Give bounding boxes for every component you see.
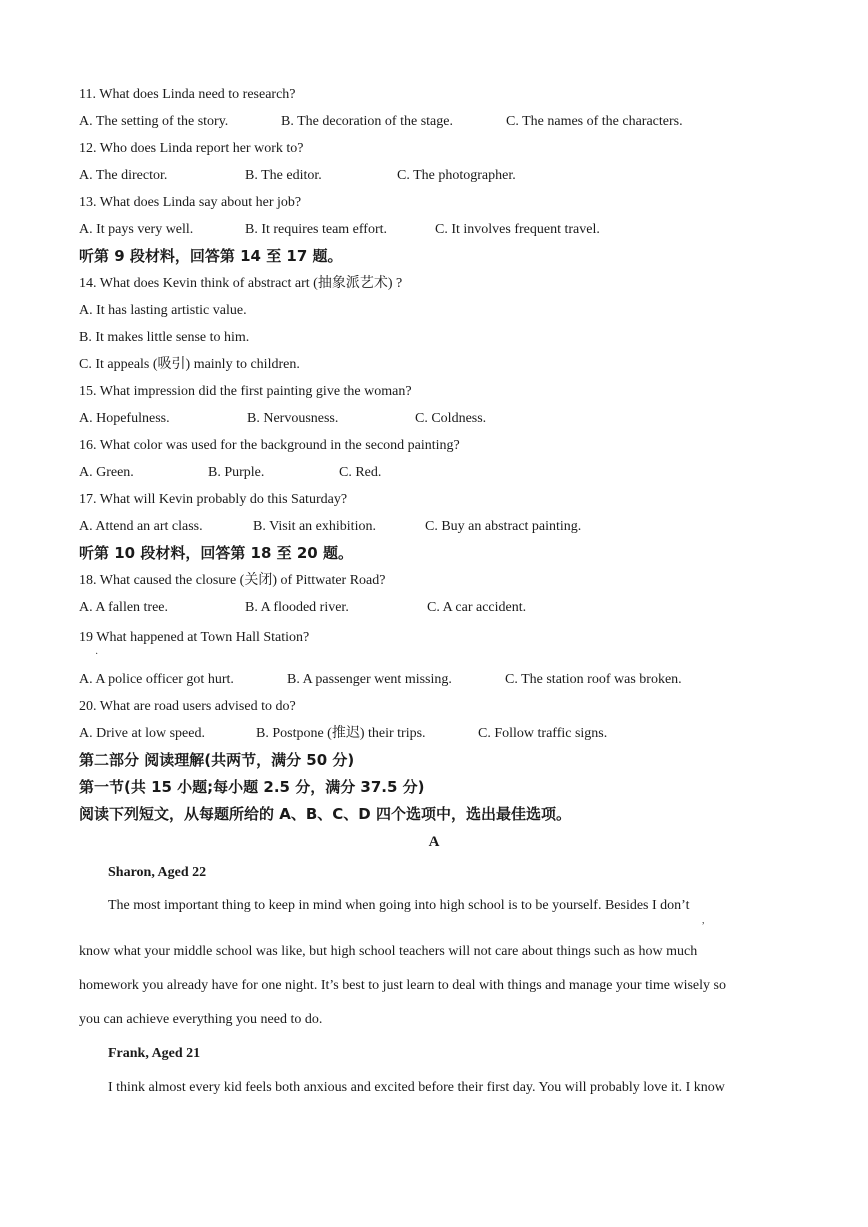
question-13: 13. What does Linda say about her job? [79,195,302,210]
question-15: 15. What impression did the first painting give the woman? [79,384,412,399]
sharon-line-3: homework you already have for one night. It’s best to just learn to deal with things and manage your time wisely so [79,978,726,993]
frank-line-1: I think almost every kid feels both anxious and excited before their first day. You will probably love it. I know [108,1080,725,1095]
q12-option-c: C. The photographer. [397,168,516,183]
q16-option-c: C. Red. [339,465,382,480]
question-16: 16. What color was used for the background in the second painting? [79,438,460,453]
section-1-heading: 第一节(共 15 小题;每小题 2.5 分，满分 37.5 分) [79,778,425,796]
part-2-heading: 第二部分 阅读理解(共两节，满分 50 分) [79,751,355,769]
q19-option-c: C. The station roof was broken. [505,672,682,687]
question-11: 11. What does Linda need to research? [79,87,296,102]
stray-mark: , [702,915,705,926]
sharon-line-1: The most important thing to keep in mind when going into high school is to be yourself. Besides I don’t [108,898,690,913]
question-19: 19 What happened at Town Hall Station? [79,630,310,645]
question-20: 20. What are road users advised to do? [79,699,296,714]
q18-option-b: B. A flooded river. [245,600,349,615]
sharon-line-2: know what your middle school was like, but high school teachers will not care about things such as how much [79,944,698,959]
author-frank: Frank, Aged 21 [108,1046,201,1061]
section-9-heading: 听第 9 段材料，回答第 14 至 17 题。 [79,247,343,265]
q12-option-a: A. The director. [79,168,168,183]
question-12: 12. Who does Linda report her work to? [79,141,304,156]
q18-option-a: A. A fallen tree. [79,600,169,615]
q17-option-a: A. Attend an art class. [79,519,203,534]
q17-option-b: B. Visit an exhibition. [253,519,376,534]
q20-option-c: C. Follow traffic signs. [478,726,608,741]
q20-option-a: A. Drive at low speed. [79,726,205,741]
q20-option-b: B. Postpone (推迟) their trips. [256,726,426,741]
q11-option-b: B. The decoration of the stage. [281,114,453,129]
q11-option-a: A. The setting of the story. [79,114,229,129]
q13-option-b: B. It requires team effort. [245,222,388,237]
sharon-line-4: you can achieve everything you need to do. [79,1012,323,1027]
q16-option-b: B. Purple. [208,465,265,480]
question-14: 14. What does Kevin think of abstract art (抽象派艺术) ? [79,276,403,291]
q11-option-c: C. The names of the characters. [506,114,683,129]
q19-option-b: B. A passenger went missing. [287,672,452,687]
author-sharon: Sharon, Aged 22 [108,865,207,880]
section-10-heading: 听第 10 段材料，回答第 18 至 20 题。 [79,544,353,562]
reading-instructions: 阅读下列短文，从每题所给的 A、B、C、D 四个选项中，选出最佳选项。 [79,805,571,823]
q18-option-c: C. A car accident. [427,600,527,615]
q17-option-c: C. Buy an abstract painting. [425,519,582,534]
q12-option-b: B. The editor. [245,168,322,183]
q19-option-a: A. A police officer got hurt. [79,672,234,687]
stray-mark: · [95,649,99,660]
passage-label: A [428,834,440,850]
q14-option-a: A. It has lasting artistic value. [79,303,247,318]
q15-option-a: A. Hopefulness. [79,411,170,426]
q16-option-a: A. Green. [79,465,134,480]
q15-option-c: C. Coldness. [415,411,487,426]
q15-option-b: B. Nervousness. [247,411,339,426]
question-18: 18. What caused the closure (关闭) of Pittwater Road? [79,573,386,588]
q14-option-b: B. It makes little sense to him. [79,330,250,345]
q14-option-c: C. It appeals (吸引) mainly to children. [79,357,300,372]
q13-option-a: A. It pays very well. [79,222,194,237]
q13-option-c: C. It involves frequent travel. [435,222,600,237]
question-17: 17. What will Kevin probably do this Saturday? [79,492,348,507]
